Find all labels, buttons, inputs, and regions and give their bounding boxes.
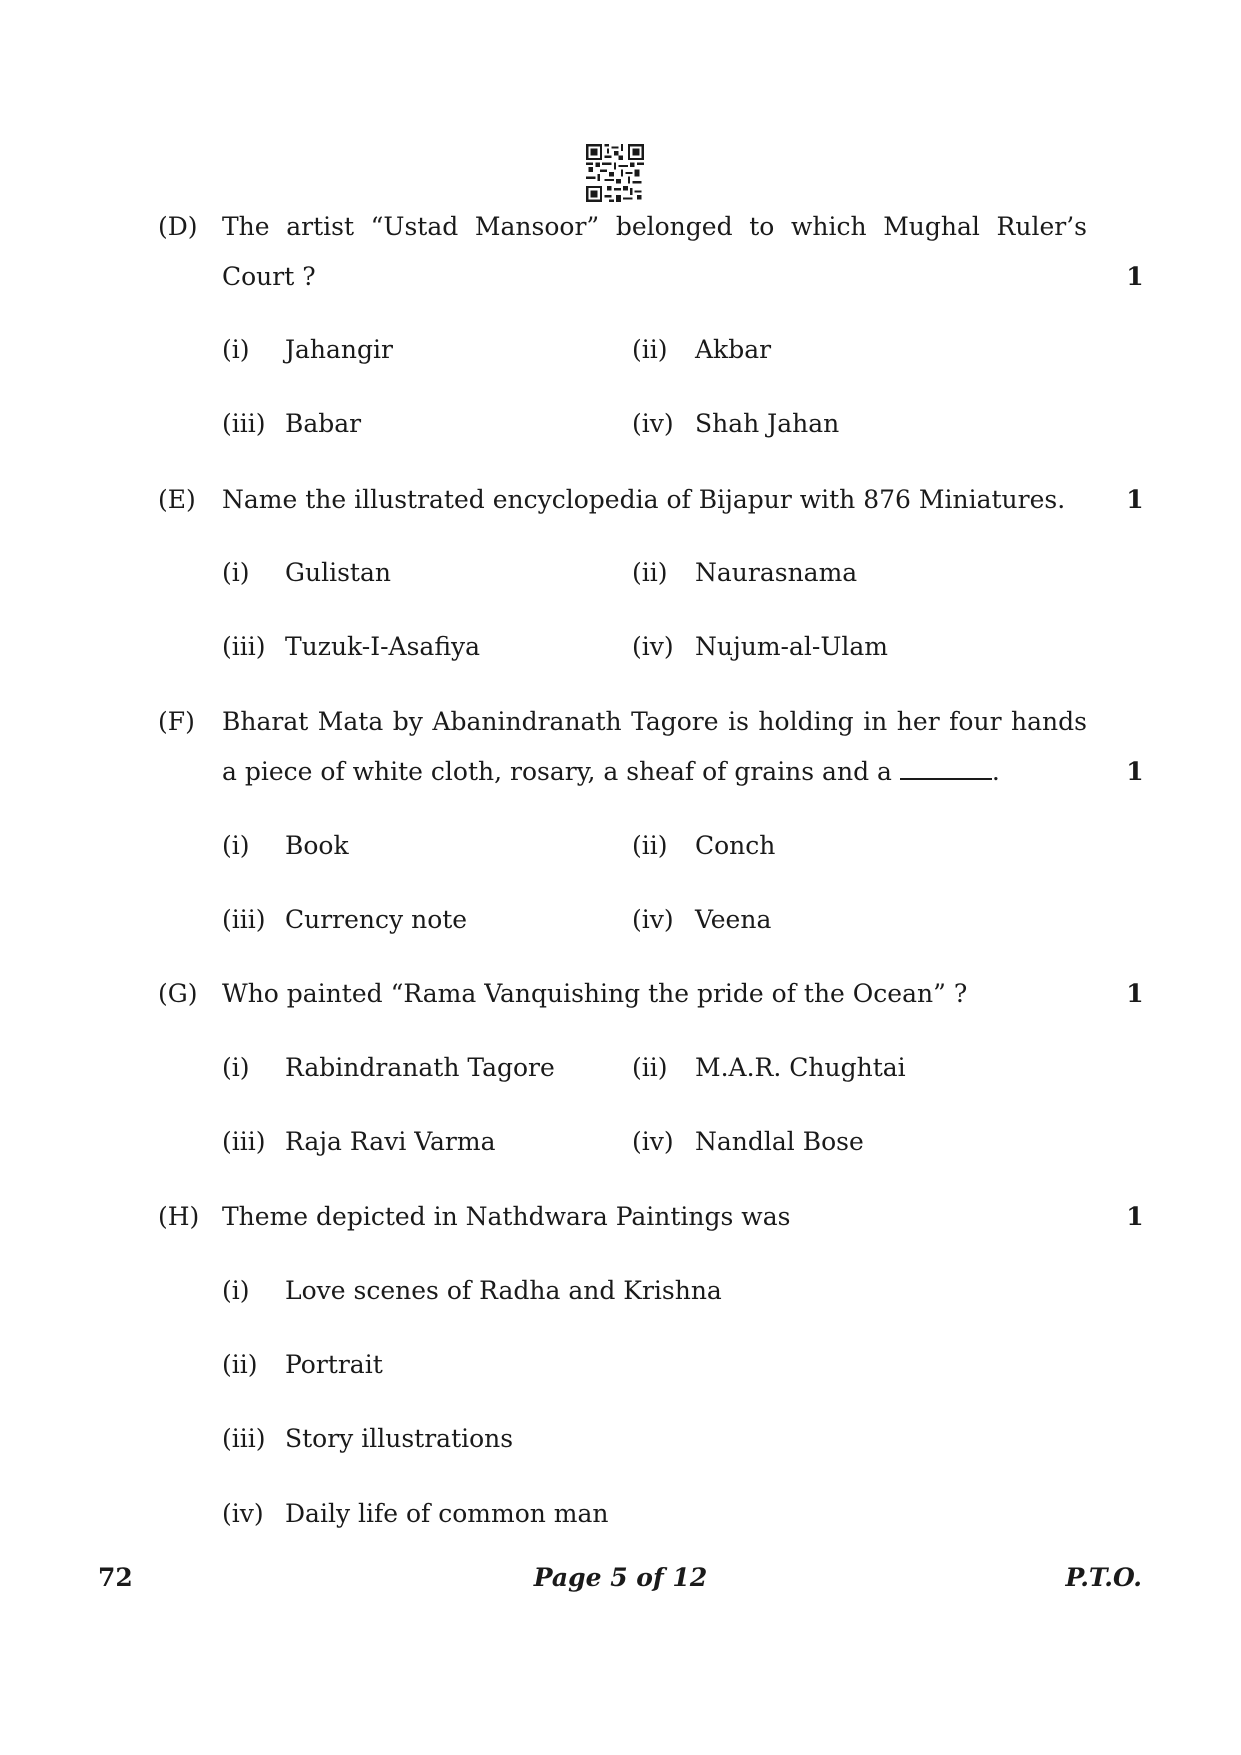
question-text-end: . — [991, 757, 1000, 786]
option-text: Jahangir — [285, 335, 393, 364]
option-number: (iii) — [222, 409, 266, 438]
option-text: Love scenes of Radha and Krishna — [285, 1276, 722, 1305]
option-text: Portrait — [285, 1350, 383, 1379]
question-text: Who painted “Rama Vanquishing the pride of the Ocean” ? — [222, 979, 968, 1008]
option-number: (i) — [222, 1276, 250, 1305]
question-marks: 1 — [1126, 757, 1144, 786]
question-label: (D) — [158, 212, 198, 241]
option-number: (iii) — [222, 1424, 266, 1453]
option-number: (i) — [222, 558, 250, 587]
option-number: (iv) — [632, 905, 674, 934]
question-text-line2: Court ? — [222, 262, 316, 291]
question-text-line1: The artist “Ustad Mansoor” belonged to which Mughal Ruler’s — [222, 212, 1087, 241]
question-label: (G) — [158, 979, 198, 1008]
option-number: (ii) — [632, 558, 668, 587]
option-number: (iv) — [632, 632, 674, 661]
option-number: (iv) — [632, 1127, 674, 1156]
option-number: (ii) — [632, 335, 668, 364]
option-text: Story illustrations — [285, 1424, 514, 1453]
option-number: (ii) — [222, 1350, 258, 1379]
qr-code — [586, 144, 644, 202]
option-text: Nujum-al-Ulam — [695, 632, 889, 661]
option-text: Rabindranath Tagore — [285, 1053, 555, 1082]
question-marks: 1 — [1126, 262, 1144, 291]
option-text: Daily life of common man — [285, 1499, 609, 1528]
question-label: (E) — [158, 485, 196, 514]
question-text-line2: a piece of white cloth, rosary, a sheaf of grains and a — [222, 757, 892, 786]
option-number: (iii) — [222, 1127, 266, 1156]
option-text: Naurasnama — [695, 558, 858, 587]
question-label: (H) — [158, 1202, 200, 1231]
option-number: (i) — [222, 831, 250, 860]
question-marks: 1 — [1126, 1202, 1144, 1231]
option-number: (iv) — [632, 409, 674, 438]
option-text: Tuzuk-I-Asafiya — [285, 632, 481, 661]
question-text: Theme depicted in Nathdwara Paintings was — [222, 1202, 791, 1231]
option-text: Raja Ravi Varma — [285, 1127, 496, 1156]
option-number: (ii) — [632, 831, 668, 860]
option-text: Currency note — [285, 905, 468, 934]
option-text: Nandlal Bose — [695, 1127, 864, 1156]
question-text — [222, 202, 1087, 302]
question-marks: 1 — [1126, 979, 1144, 1008]
option-number: (iii) — [222, 632, 266, 661]
option-number: (ii) — [632, 1053, 668, 1082]
page-number: Page 5 of 12 — [533, 1563, 708, 1592]
option-number: (iv) — [222, 1499, 264, 1528]
question-text: Name the illustrated encyclopedia of Bijapur with 876 Miniatures. — [222, 485, 1066, 514]
option-text: Akbar — [695, 335, 772, 364]
question-marks: 1 — [1126, 485, 1144, 514]
option-text: M.A.R. Chughtai — [695, 1053, 906, 1082]
option-text: Babar — [285, 409, 362, 438]
answer-blank — [900, 756, 992, 780]
option-text: Conch — [695, 831, 776, 860]
option-text: Gulistan — [285, 558, 391, 587]
option-text: Book — [285, 831, 349, 860]
pto-label: P.T.O. — [1065, 1563, 1142, 1592]
question-text-line1: Bharat Mata by Abanindranath Tagore is holding in her four hands — [222, 707, 1087, 736]
question-label: (F) — [158, 707, 195, 736]
option-text: Shah Jahan — [695, 409, 840, 438]
option-text: Veena — [695, 905, 772, 934]
option-number: (i) — [222, 1053, 250, 1082]
question-text — [222, 697, 1087, 797]
option-number: (i) — [222, 335, 250, 364]
option-number: (iii) — [222, 905, 266, 934]
paper-code: 72 — [98, 1563, 133, 1592]
